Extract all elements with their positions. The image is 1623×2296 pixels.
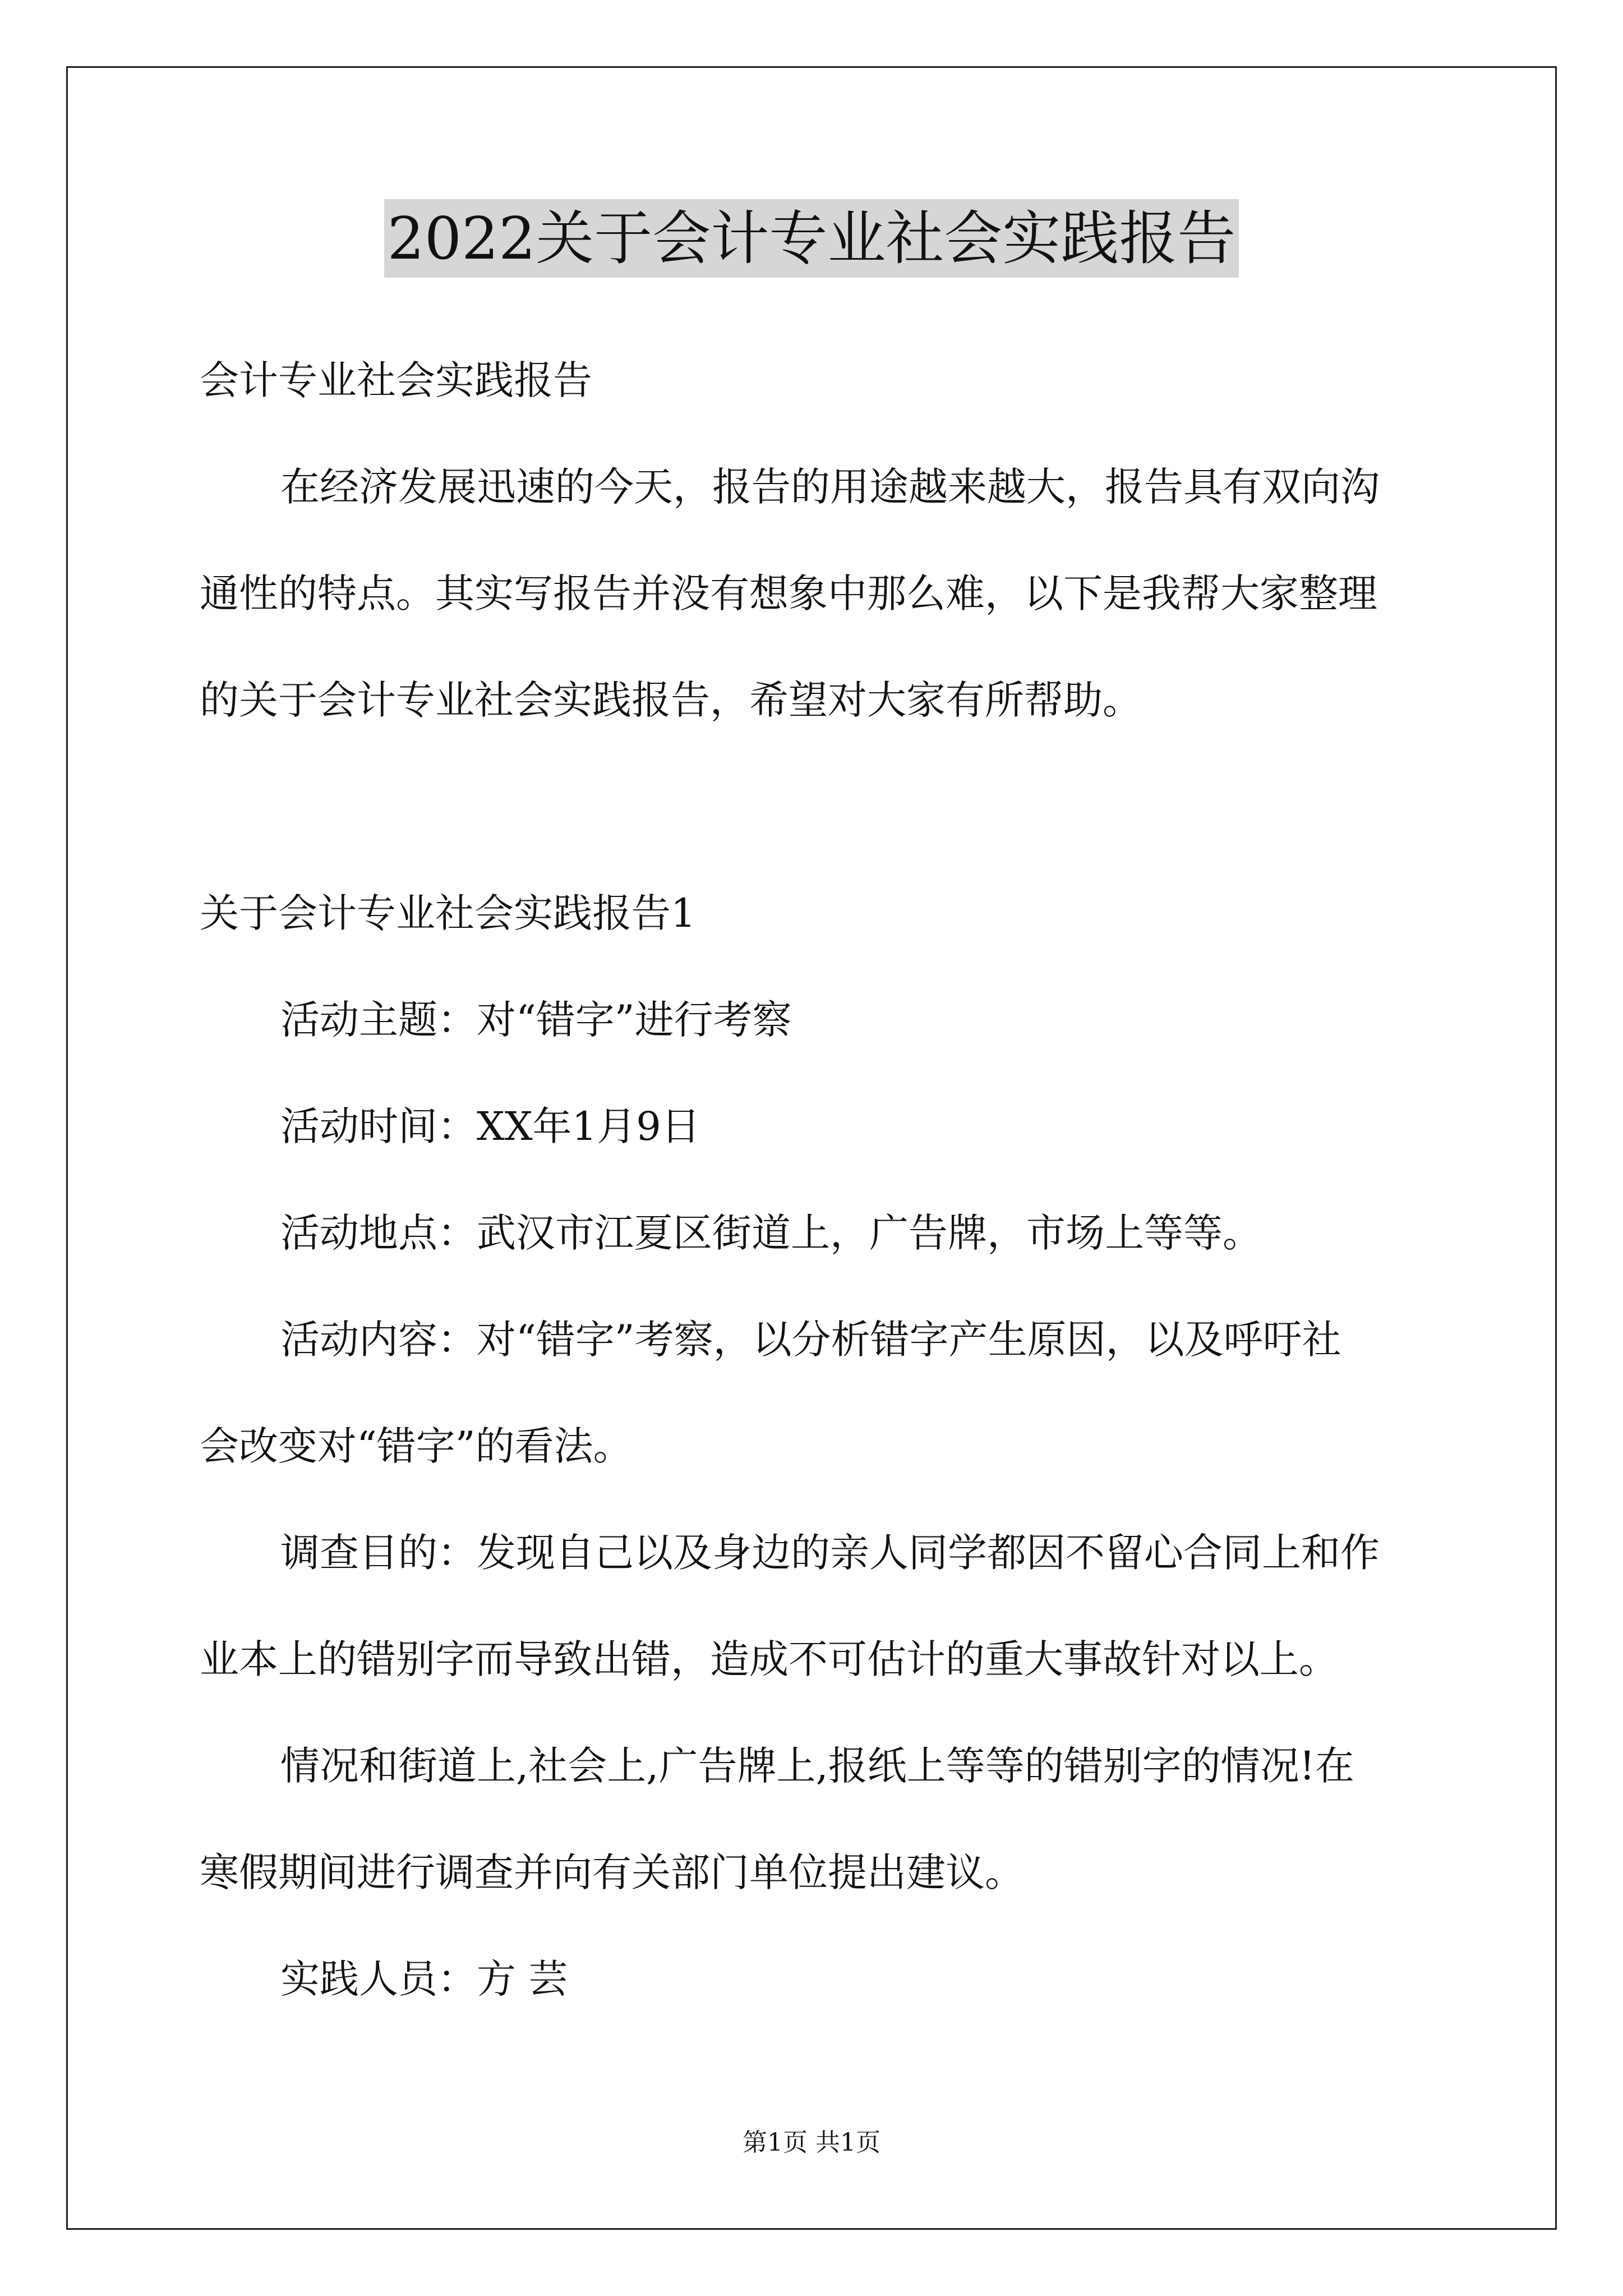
activity-content-line-1: 活动内容：对“错字”考察，以分析错字产生原因，以及呼吁社: [280, 1317, 1341, 1363]
purpose-line-1: 调查目的：发现自己以及身边的亲人同学都因不留心合同上和作: [280, 1530, 1380, 1576]
situation-line-1: 情况和街道上,社会上,广告牌上,报纸上等等的错别字的情况!在: [280, 1743, 1354, 1789]
page-footer: 第1页 共1页: [743, 2128, 880, 2157]
purpose-line-2: 业本上的错别字而导致出错，造成不可估计的重大事故针对以上。: [200, 1636, 1338, 1682]
activity-theme: 活动主题：对“错字”进行考察: [280, 997, 792, 1043]
intro-line-2: 通性的特点。其实写报告并没有想象中那么难，以下是我帮大家整理: [200, 570, 1377, 616]
activity-content-line-2: 会改变对“错字”的看法。: [200, 1423, 633, 1469]
document-title: 2022关于会计专业社会实践报告: [384, 199, 1239, 278]
intro-line-3: 的关于会计专业社会实践报告，希望对大家有所帮助。: [200, 677, 1142, 723]
situation-line-2: 寒假期间进行调查并向有关部门单位提出建议。: [200, 1849, 1024, 1895]
title-container: [0, 199, 1623, 278]
intro-line-1: 在经济发展迅速的今天，报告的用途越来越大，报告具有双向沟: [280, 464, 1380, 510]
activity-time: 活动时间：XX年1月9日: [280, 1103, 700, 1149]
participants: 实践人员：方 芸: [280, 1956, 568, 2002]
section-heading: 关于会计专业社会实践报告1: [200, 890, 696, 936]
activity-place: 活动地点：武汉市江夏区街道上，广告牌，市场上等等。: [280, 1210, 1262, 1256]
document-subtitle: 会计专业社会实践报告: [200, 357, 592, 403]
